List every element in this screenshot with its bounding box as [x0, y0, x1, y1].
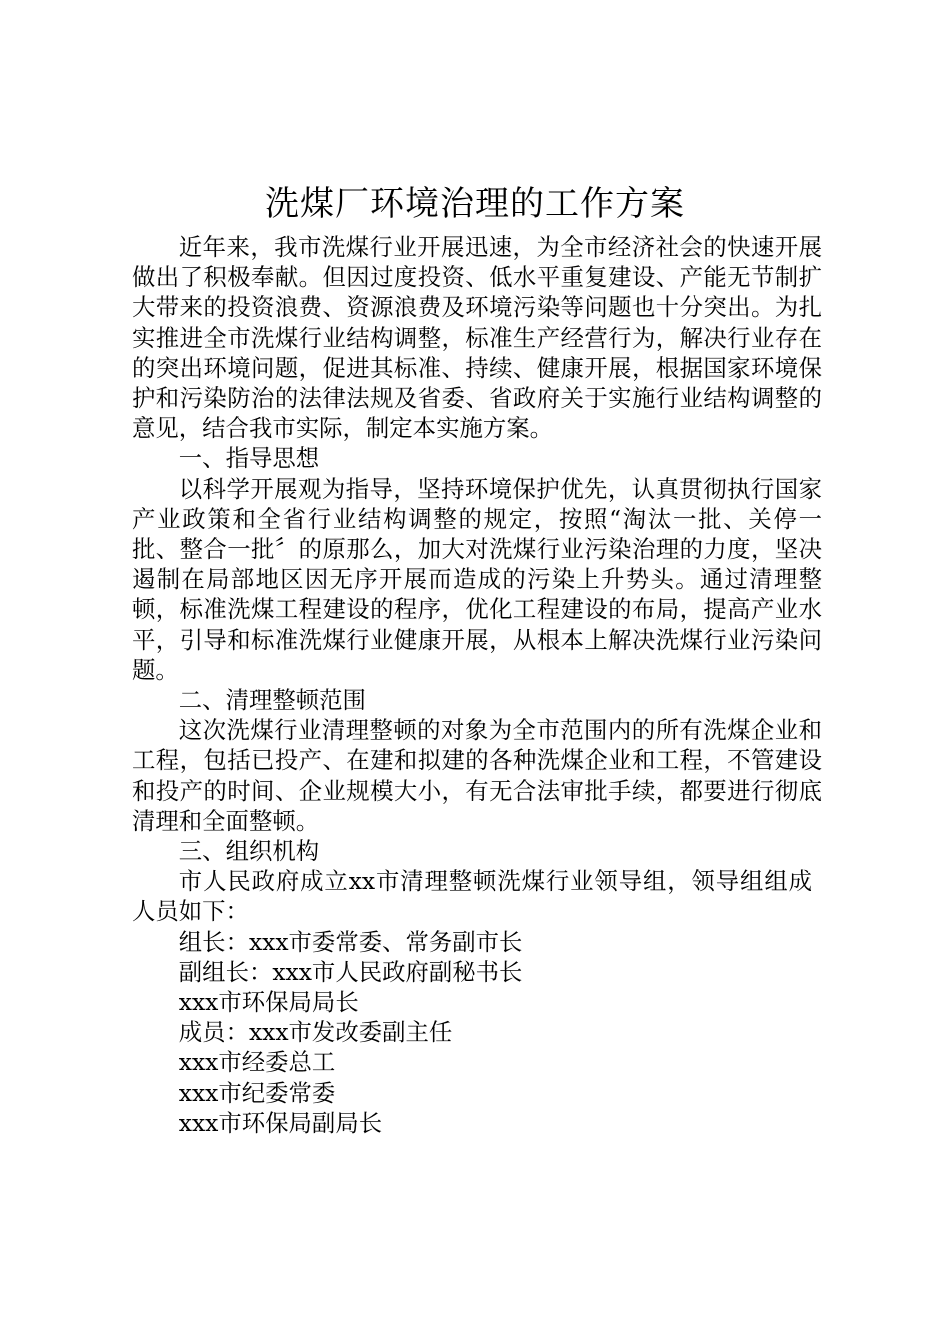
member-line-member-1: 成员：xxx市发改委副主任	[178, 1018, 453, 1047]
intro-paragraph: 近年来，我市洗煤行业开展迅速，为全市经济社会的快速开展做出了积极奉献。但因过度投资、低水平重复建设、产能无节制扩大带来的投资浪费、资源浪费及环境污染等问题也十分突出。为扎实推进全市洗煤行业结构调整，标准生产经营行为，解决行业存在的突出环境问题，促进其标准、持续、健康开展，根据国家环境保护和污染防治的法律法规及省委、省政府关于实施行业结构调整的意见，结合我市实际，制定本实施方案。	[132, 233, 822, 443]
member-line-deputy-1: 副组长：xxx市人民政府副秘书长	[178, 957, 523, 986]
document-body	[132, 232, 822, 1138]
member-line-member-4: xxx市环保局副局长	[178, 1108, 383, 1137]
member-line-deputy-2: xxx市环保局局长	[178, 988, 359, 1017]
member-line-leader: 组长：xxx市委常委、常务副市长	[178, 927, 523, 956]
section-heading-scope: 二、清理整顿范围	[178, 686, 366, 715]
member-line-member-3: xxx市纪委常委	[178, 1078, 336, 1107]
section-heading-guiding-ideology: 一、指导思想	[178, 444, 320, 473]
document-title: 洗煤厂环境治理的工作方案	[265, 184, 685, 224]
guiding-ideology-paragraph: 以科学开展观为指导，坚持环境保护优先，认真贯彻执行国家产业政策和全省行业结构调整的规定，按照“淘汰一批、关停一批、整合一批〞的原那么，加大对洗煤行业污染治理的力度，坚决遏制在局部地区因无序开展而造成的污染上升势头。通过清理整顿，标准洗煤工程建设的程序，优化工程建设的布局，提高产业水平，引导和标准洗煤行业健康开展，从根本上解决洗煤行业污染问题。	[132, 474, 822, 684]
scope-paragraph: 这次洗煤行业清理整顿的对象为全市范围内的所有洗煤企业和工程，包括已投产、在建和拟建的各种洗煤企业和工程，不管建设和投产的时间、企业规模大小，有无合法审批手续，都要进行彻底清理和全面整顿。	[132, 716, 822, 835]
member-line-member-2: xxx市经委总工	[178, 1048, 336, 1077]
section-heading-organization: 三、组织机构	[178, 837, 320, 866]
organization-paragraph: 市人民政府成立xx市清理整顿洗煤行业领导组，领导组组成人员如下：	[132, 867, 812, 926]
